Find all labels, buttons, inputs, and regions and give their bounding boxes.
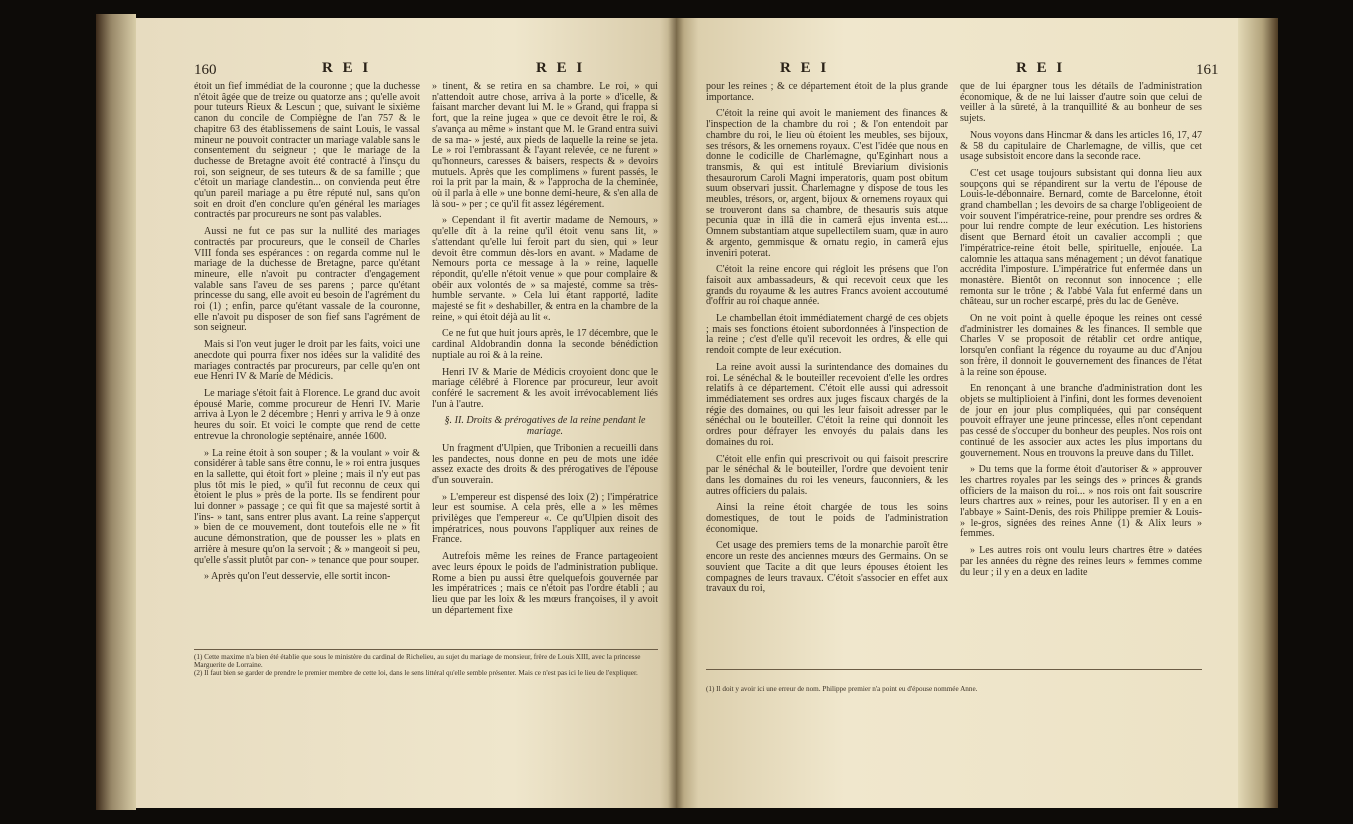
running-head-col2: R E I xyxy=(536,60,586,76)
paragraph: En renonçant à une branche d'administration dont les objets se multiplioient à l'infini, dont les formes devenoient de jour en jour plus compliquées, qui par conséquent pouvoit effrayer une jeune princesse, elles n'ont cependant pas cessé de s'occuper du bonheur des peuples. Nos rois ont continué de les associer aux actes les plus importans du gouvernement. Nous en trouvons la preuve dans du Tillet. xyxy=(960,383,1202,459)
left-page xyxy=(136,18,676,808)
paragraph: C'étoit la reine encore qui régloit les présens que l'on faisoit aux ambassadeurs, & qui recevoit ceux que les grands du royaume & les autres Francs avoient accoutumé d'offrir au roi chaque année. xyxy=(706,264,948,308)
right-page xyxy=(676,18,1238,808)
paragraph: pour les reines ; & ce département étoit de la plus grande importance. xyxy=(706,81,948,103)
footnotes xyxy=(194,653,658,677)
paragraph: Un fragment d'Ulpien, que Tribonien a recueilli dans les pandectes, nous donne en peu de mots une idée assez exacte des droits & des prérogatives de l'épouse d'un souverain. xyxy=(432,442,658,486)
paragraph: » tinent, & se retira en sa chambre. Le roi, » qui n'attendoit autre chose, arriva à la porte » d'icelle, & faisant marcher devant lui M. le » Grand, qui frappa si fort, que la reine jugea » que ce devoit être le roi, & s'avança au même » instant que M. le Grand entra suivi de sa ma- » jesté, aux pieds de laquelle la reine se jeta. Le » roi l'embrassant & l'ayant relevée, ce ne furent » qu'honneurs, caresses & baisers, respects & » devoirs mutuels. Après que les complimens » furent passés, le roi la prit par la main, & » l'approcha de la cheminée, où il parla à elle » une bonne demi-heure, & s'en alla de là sou- » per ; ce qu'il fit assez légérement. xyxy=(432,81,658,210)
right-column-2 xyxy=(960,82,1202,584)
paragraph: » Du tems que la forme étoit d'autoriser & » approuver les chartres royales par les seings des » princes & grands officiers de la maison du roi... » nos rois ont fait souscrire leurs chartres aux » reines, pour les autoriser. Il y en a en l'abbaye » Saint-Denis, des rois Philippe premier & Louis- » le-gros, signées des reines Anne (1) & Alix leurs » femmes. xyxy=(960,464,1202,540)
footnote: (1) Il doit y avoir ici une erreur de nom. Philippe premier n'a point eu d'épouse nommée Anne. xyxy=(706,685,978,693)
paragraph: Mais si l'on veut juger le droit par les faits, voici une anecdote qui pourra fixer nos idées sur la validité des mariages contractés par procureurs, par celle qu'en ont eue Henri IV & Marie de Médicis. xyxy=(194,339,420,383)
footnotes xyxy=(706,685,1202,693)
paragraph: Cet usage des premiers tems de la monarchie paroît être encore un reste des anciennes mœurs des Germains. On se souvient que Tacite a dit que leurs épouses étoient les compagnes de leurs travaux. C'étoit s'associer en effet aux travaux du roi, xyxy=(706,540,948,595)
paragraph: Le mariage s'étoit fait à Florence. Le grand duc avoit épousé Marie, comme procureur de Henri IV. Marie arriva à Lyon le 2 décembre ; Henri y arriva le 9 à onze heures du soir. Et voici le compte que rend de cette entrevue la chronologie septénaire, année 1600. xyxy=(194,387,420,442)
footnote-rule xyxy=(706,669,1202,670)
book-gutter xyxy=(668,18,684,808)
footnote: (2) Il faut bien se garder de prendre le premier membre de cette loi, dans le sens littéral qu'elle semble présenter. Mais ce n'est pas ici le lieu de l'expliquer. xyxy=(194,669,638,677)
section-heading: §. II. Droits & prérogatives de la reine pendant le mariage. xyxy=(444,415,646,438)
paragraph: Ce ne fut que huit jours après, le 17 décembre, que le cardinal Aldobrandin donna la seconde bénédiction nuptiale au roi & à la reine. xyxy=(432,328,658,361)
paragraph: La reine avoit aussi la surintendance des domaines du roi. Le sénéchal & le bouteiller recevoient d'elle les ordres relatifs à ce département. C'étoit elle aussi qui adressoit immédiatement ses ordres aux juges fiscaux chargés de la régie des domaines, ou qui les leur faisoit adresser par le sénéchal ou le bouteiller. C'étoit la reine qui donnoit les ordres pour défrayer les envoyés du palais dans les domaines du roi. xyxy=(706,361,948,448)
paragraph: » La reine étoit à son souper ; & la voulant » voir & considérer à table sans être connu, le » roi entra jusques en la sallette, qui étoit fort » pleine ; mais il n'y eut pas plus tôt mis le pied, » qu'il fut reconnu de ceux qui étoient le plus » près de la porte. Ils se fendirent pour lui donner » passage ; ce qui fit que sa majesté sortit à l'ins- » tant, sans entrer plus avant. La reine s'apperçut » bien de ce mouvement, dont toutefois elle ne » fit aucune démonstration, que de pousser les » plats en arrière à mesure qu'on la servoit ; & » mangeoit si peu, qu'elle s'assit plutôt par con- » tenance que pour souper. xyxy=(194,447,420,566)
left-column-2 xyxy=(432,82,658,622)
footnote: (1) Cette maxime n'a bien été établie que sous le ministère du cardinal de Richelieu, au sujet du mariage de monsieur, frère de Louis XIII, avec la princesse Marguerite de Lorraine. xyxy=(194,653,641,669)
page-number: 160 xyxy=(194,62,217,78)
running-head-col1: R E I xyxy=(780,60,830,76)
paragraph: » Après qu'on l'eut desservie, elle sortit incon- xyxy=(204,571,391,583)
paragraph: C'est cet usage toujours subsistant qui donna lieu aux soupçons qui se répandirent sur la vertu de l'épouse de Louis-le-débonnaire. Bernard, comte de Barcelonne, étoit grand chambellan ; les devoirs de sa charge l'obligeoient de voir souvent l'impératrice-reine, pour prendre ses ordres & pour lui rendre compte de leur exécution. Les historiens disent que Bernard étoit un cavalier accompli ; que l'impératrice-reine étoit belle, spirituelle, enjouée. La calomnie les attaqua sans ménagement ; un dévot fanatique accrédita l'imposture. L'impératrice fut enfermée dans un monastère. Bientôt on reconnut son innocence ; elle remonta sur le trône ; & l'abbé Vala fut enfermé dans un château, sur un rocher escarpé, près du lac de Genève. xyxy=(960,167,1202,308)
paragraph: que de lui épargner tous les détails de l'administration économique, & de ne lui laisser d'autre soin que celui de veiller à la sûreté, à la tranquillité & au bonheur de ses sujets. xyxy=(960,81,1202,125)
running-head-col1: R E I xyxy=(322,60,372,76)
page-number: 161 xyxy=(1196,62,1219,78)
paragraph: Nous voyons dans Hincmar & dans les articles 16, 17, 47 & 58 du capitulaire de Charlemagne, de villis, que cet usage subsistoit encore dans la seconde race. xyxy=(960,129,1202,163)
right-page-edges xyxy=(1238,18,1278,808)
paragraph: Henri IV & Marie de Médicis croyoient donc que le mariage célébré à Florence par procureur, leur avoit conféré le sacrement & les avoit irrévocablement liés l'un à l'autre. xyxy=(432,366,658,410)
footnote-rule xyxy=(194,649,658,650)
left-column-1 xyxy=(194,82,420,589)
running-head-col2: R E I xyxy=(1016,60,1066,76)
paragraph: » Les autres rois ont voulu leurs chartres être » datées par les années du règne des reines leurs » femmes comme du leur ; il y en a deux en ladite xyxy=(960,545,1202,578)
paragraph: On ne voit point à quelle époque les reines ont cessé d'administrer les domaines & les finances. Il semble que Charles V se proposoit de rétablir cet ordre antique, lorsqu'en confiant la régence du royaume au duc d'Anjou son frère, il donnoit le gouvernement des finances de l'état à la reine son épouse. xyxy=(960,313,1202,378)
paragraph: Autrefois même les reines de France partageoient avec leurs époux le poids de l'administration publique. Rome a bien pu aussi être quelquefois gouvernée par les impératrices ; mais ce n'étoit pas l'ordre établi ; au lieu que par les loix & les mœurs françoises, il y avoit un département fixe xyxy=(432,551,658,616)
paragraph: C'étoit elle enfin qui prescrivoit ou qui faisoit prescrire par le sénéchal & le bouteiller, l'ordre que devoient tenir dans les domaines du roi les veneurs, fauconniers, & les autres officiers du palais. xyxy=(706,453,948,497)
left-page-edges xyxy=(96,14,136,810)
paragraph: » L'empereur est dispensé des loix (2) ; l'impératrice leur est soumise. A cela près, elle a » les mêmes privilèges que l'empereur «. Ce qu'Ulpien disoit des impératrices, nous pouvons l'appliquer aux reines de France. xyxy=(432,491,658,546)
paragraph: Ainsi la reine étoit chargée de tous les soins domestiques, de tout le poids de l'administration économique. xyxy=(706,502,948,535)
paragraph: Aussi ne fut ce pas sur la nullité des mariages contractés par procureurs, que le conseil de Charles VIII fonda ses espérances : on regarda comme nul le mariage de la duchesse de Bretagne, parce qu'étant mineure, elle n'avoit pu contracter d'engagement valable sans l'aveu de ses parens ; parce qu'étant princesse du sang, elle avoit eu besoin de l'agrément du roi (1) ; enfin, parce qu'étant vassale de la couronne, elle n'avoit pu disposer de son fief sans l'agrément de son seigneur. xyxy=(194,226,420,334)
right-column-1 xyxy=(706,82,948,601)
paragraph: C'étoit la reine qui avoit le maniement des finances & l'inspection de la chambre du roi ; & l'on entendoit par chambre du roi, le lieu où étoient les meubles, ses bijoux, ses trésors, & les ornemens royaux. C'est l'idée que nous en donne le codicille de Charlemagne, qu'Eginhart nous a transmis, & qui est intitulé Breviarium divisionis thesaurorum Caroli Magni imperatoris, quam post obitum suum observari jussit. Charlemagne y dispose de tous les meubles, trésors, or, argent, bijoux & ornemens royaux qui se trouveront dans sa chambre, de thesauris suis atque pecunia quæ in illâ die in camerâ ejus inventa est.... Omnem substantiam atque supellectilem suam, quæ in auro & argento, gemmisque & ornatu regio, in camerâ ejus inveniri poterat. xyxy=(706,108,948,259)
paragraph: » Cependant il fit avertir madame de Nemours, » qu'elle dît à la reine qu'il étoit venu sans lit, » s'attendant qu'elle lui feroit part du sien, qui » leur devoit être commun dès-lors en avant. » Madame de Nemours porta ce message à la » reine, laquelle répondit, qu'elle n'étoit venue » que pour complaire & obéir aux volontés de » sa majesté, comme sa très-humble servante. » Cela lui étant rapporté, ladite majesté se fit » deshabiller, & entra en la chambre de la reine, » qui étoit déjà au lit «. xyxy=(432,215,658,323)
paragraph: étoit un fief immédiat de la couronne ; que la duchesse n'étoit âgée que de treize ou quatorze ans ; qu'elle avoit pour tuteurs Rieux & Lescun ; que, suivant le sixième canon du concile de Compiègne de l'an 757 & le chapitre 63 des établissemens de saint Louis, le vassal mineur ne pouvoit contracter un mariage valable sans le consentement du seigneur ; que le mariage de la duchesse de Bretagne avoit été contracté à l'insçu du roi, son seigneur, de ses tuteurs & de sa famille ; que c'étoit un mariage clandestin... on convienda peut être qu'un pareil mariage a pu être réputé nul, sans qu'on soit en droit d'en conclure qu'en général les mariages contractés par procureurs ne sont pas valables. xyxy=(194,81,420,221)
paragraph: Le chambellan étoit immédiatement chargé de ces objets ; mais ses fonctions étoient subordonnées à l'inspection de la reine ; c'est d'elle qu'il recevoit les ordres, & elle qui rendoit compte de leur exécution. xyxy=(706,313,948,357)
